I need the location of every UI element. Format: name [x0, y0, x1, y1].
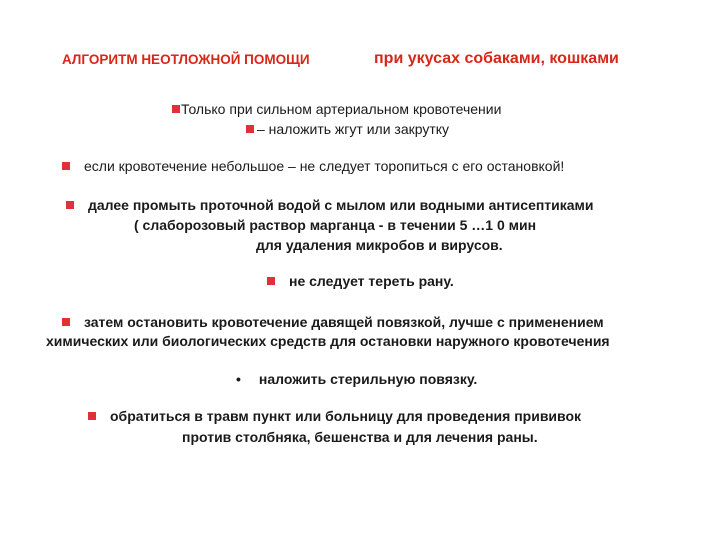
step-text: обратиться в травм пункт или больницу для проведения прививок: [110, 408, 582, 424]
step-3-line-2: ( слаборозовый раствор марганца - в течении 5 …1 0 мин: [134, 217, 537, 233]
round-bullet-icon: •: [236, 371, 241, 387]
square-bullet-icon: [246, 125, 254, 133]
step-text: далее промыть проточной водой с мылом или водными антисептиками: [88, 197, 594, 213]
step-text: не следует тереть рану.: [289, 273, 454, 289]
title-main: АЛГОРИТМ НЕОТЛОЖНОЙ ПОМОЩИ: [62, 52, 310, 67]
step-1-line-1: [172, 100, 501, 118]
step-3-line-3: для удаления микробов и вирусов.: [256, 237, 503, 253]
square-bullet-icon: [88, 412, 96, 420]
step-7-line-2: против столбняка, бешенства и для лечения раны.: [182, 429, 538, 445]
step-6: [236, 370, 477, 388]
step-2: [62, 157, 564, 175]
square-bullet-icon: [66, 201, 74, 209]
step-text: затем остановить кровотечение давящей повязкой, лучше с применением: [84, 314, 604, 330]
step-3-line-1: [66, 196, 594, 214]
step-text: наложить стерильную повязку.: [258, 371, 478, 387]
square-bullet-icon: [62, 318, 70, 326]
step-text: – наложить жгут или закрутку: [257, 121, 450, 137]
step-1-line-2: [246, 120, 449, 138]
step-4: [267, 272, 454, 290]
step-text: если кровотечение небольшое – не следует торопиться с его остановкой!: [84, 158, 565, 174]
step-text: Только при сильном артериальном кровотечении: [181, 101, 502, 117]
title-subtitle: при укусах собаками, кошками: [374, 50, 619, 67]
square-bullet-icon: [62, 162, 70, 170]
step-5-line-1: [62, 313, 604, 331]
step-7-line-1: [88, 407, 581, 425]
square-bullet-icon: [172, 105, 180, 113]
step-5-line-2: химических или биологических средств для остановки наружного кровотечения: [46, 333, 610, 349]
square-bullet-icon: [267, 277, 275, 285]
